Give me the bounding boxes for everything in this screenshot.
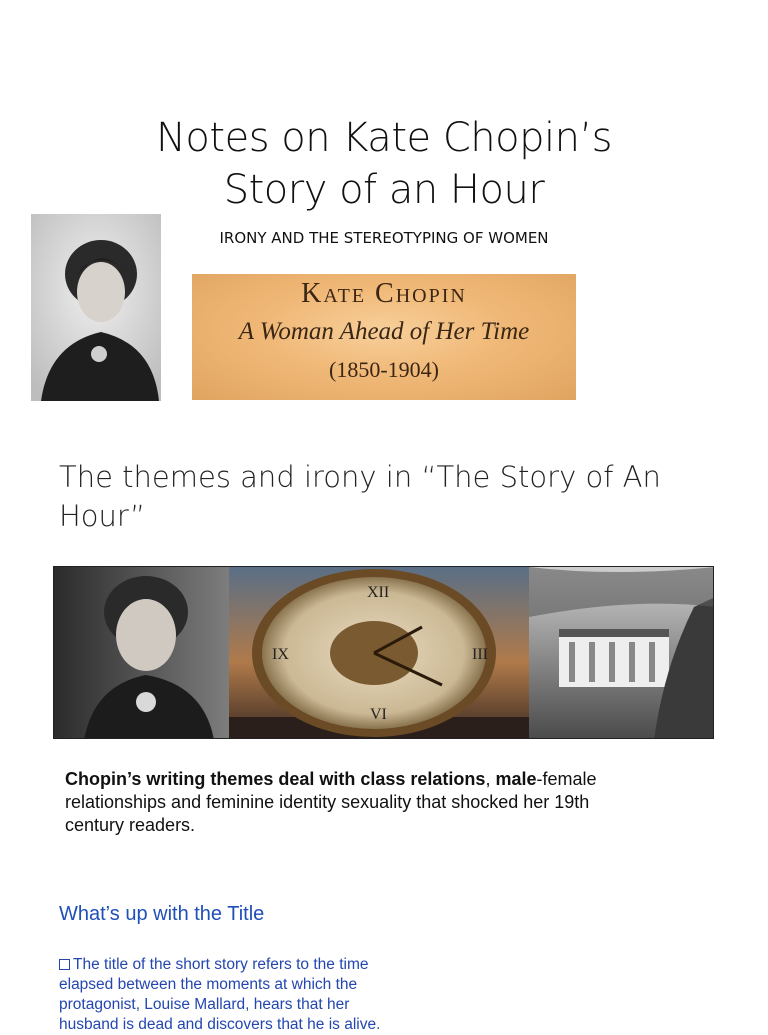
svg-text:VI: VI [370, 706, 387, 723]
svg-text:IX: IX [272, 646, 289, 663]
section-text-body: The title of the short story refers to the time elapsed between the moments at which the protagonist, Louise Mallard, hears that her husband is dead and discovers that he is alive. [59, 956, 381, 1033]
themes-paragraph [65, 768, 625, 837]
page-subtitle: IRONY AND THE STEREOTYPING OF WOMEN [219, 229, 549, 247]
paragraph-bold-1: Chopin’s writing themes deal with class relations [65, 769, 486, 789]
section-title: What’s up with the Title [59, 903, 265, 925]
banner-years: (1850-1904) [329, 357, 439, 382]
bullet-icon [59, 959, 70, 970]
paragraph-text: -female relationships and feminine identity sexuality that shocked her 19th century readers. [65, 769, 597, 835]
paragraph-separator: , [485, 769, 496, 789]
banner-name: Kate Chopin [301, 278, 467, 309]
paragraph-bold-2: male [495, 769, 537, 789]
svg-text:III: III [472, 646, 488, 663]
section-text [59, 955, 399, 1035]
banner-tagline: A Woman Ahead of Her Time [238, 318, 530, 345]
author-portrait [31, 214, 161, 401]
title-line-2: Story of an Hour [223, 167, 545, 213]
author-banner [192, 274, 576, 400]
svg-text:XII: XII [367, 584, 390, 601]
story-collage-image [53, 566, 714, 739]
themes-heading: The themes and irony in “The Story of An Hour” [59, 460, 661, 533]
page-title [0, 112, 768, 216]
title-line-1: Notes on Kate Chopin’s [156, 115, 612, 161]
